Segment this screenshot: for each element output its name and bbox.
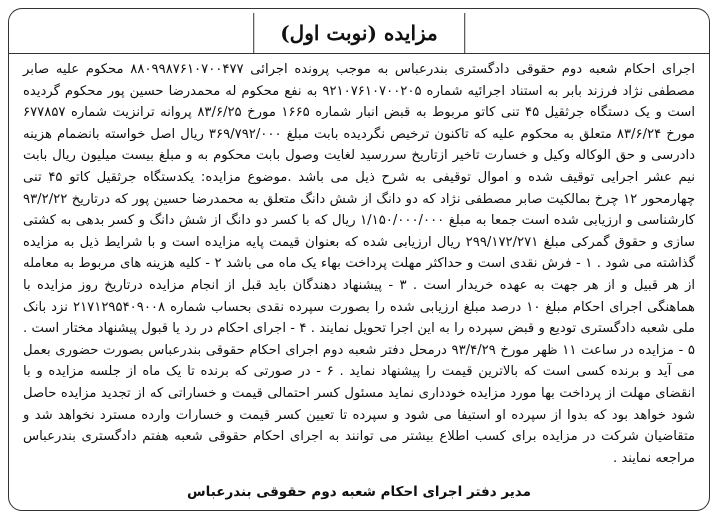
title-divider (9, 53, 709, 54)
auction-notice (8, 8, 710, 511)
notice-title: مزایده (نوبت اول) (253, 13, 465, 53)
notice-signature: مدیر دفتر اجرای احکام شعبه دوم حقوقی بندرعباس (187, 484, 531, 500)
notice-body: اجرای احکام شعبه دوم حقوقی دادگستری بندرعباس به موجب پرونده اجرائی ۸۸۰۹۹۸۷۶۱۰۷۰۰۴۷۷ محکوم علیه صابر مصطفی نژاد فرزند بابر به استناد اجرائیه شماره ۹۲۱۰۷۶۱۰۷۰۰۲۰۵ به نفع محکوم له محمدرضا حسین پور محکوم گردیده است و یک دستگاه جرثقیل ۴۵ تنی کاتو مربوط به قبض انبار شماره ۱۶۶۵ مورخ ۸۳/۶/۲۵ پروانه ترانزیت شماره ۶۷۷۸۵۷ مورخ ۸۳/۶/۲۴ متعلق به محکوم علیه که تاکنون ترخیص نگردیده بابت مبلغ ۳۶۹/۷۹۲/۰۰۰ ریال اصل خواسته بانضمام هزینه دادرسی و حق الوکاله وکیل و خسارت تاخیر ازتاریخ سررسید لغایت وصول بابت محکوم به و مبلغ بیست میلیون ریال بابت نیم عشر اجرایی توقیف شده و اموال توقیفی به شرح ذیل می باشد .موضوع مزایده: یکدستگاه جرثقیل کاتو ۴۵ تنی چهارمحور ۱۲ چرخ بمالکیت صابر مصطفی نژاد که دو دانگ از شش دانگ متعلق به محمدرضا حسین پور که درتاریخ ۹۳/۲/۲۲ کارشناسی و ارزیابی شده است جمعا به مبلغ ۱/۱۵۰/۰۰۰/۰۰۰ ریال که با کسر دو دانگ از شش دانگ و کسر بدهی به کشتی سازی و حقوق گمرکی مبلغ ۲۹۹/۱۷۲/۲۷۱ ریال ارزیابی شده که بعنوان قیمت پایه مزایده است و با شرایط ذیل به مزایده گذاشته می شود . ۱ - فرش نقدی است و حداکثر مهلت پرداخت بهاء یک ماه می باشد ۲ - کلیه هزینه های مربوط به معامله از هر قبیل و از هر جهت به عهده خریدار است . ۳ - پیشنهاد دهندگان باید قبل از انجام مزایده درتاریخ روز مزایده با هماهنگی اجرای احکام مبلغ ۱۰ درصد مبلغ ارزیابی شده را بصورت سپرده نقدی بحساب شماره ۲۱۷۱۲۹۵۴۰۹۰۰۸ نزد بانک ملی شعبه دادگستری تودیع و قبض سپرده را به این اجرا تحویل نمایند . ۴ - اجرای احکام در رد یا قبول پیشنهاد مختار است . ۵ - مزایده در ساعت ۱۱ ظهر مورخ ۹۳/۴/۲۹ درمحل دفتر شعبه دوم اجرای احکام حقوقی بندرعباس بصورت حضوری بعمل می آید و برنده کسی است که بالاترین قیمت را پیشنهاد نماید . ۶ - در صورتی که برنده تا یک ماه از جلسه مزایده و با انقضای مهلت از پرداخت بها مورد مزایده خودداری نماید مسئول کسر احتمالی قیمت و خساراتی که از تجدید مزایده حاصل شود خواهد بود که بدوا از سپرده او استیفا می شود و سپرده تا تعیین کسر قیمت و خسارات وارده مسترد نخواهد شد و متقاضیان شرکت در مزایده برای کسب اطلاع بیشتر می توانند به اجرای احکام حقوقی شعبه هفتم دادگستری بندرعباس مراجعه نمایند . (23, 62, 696, 466)
